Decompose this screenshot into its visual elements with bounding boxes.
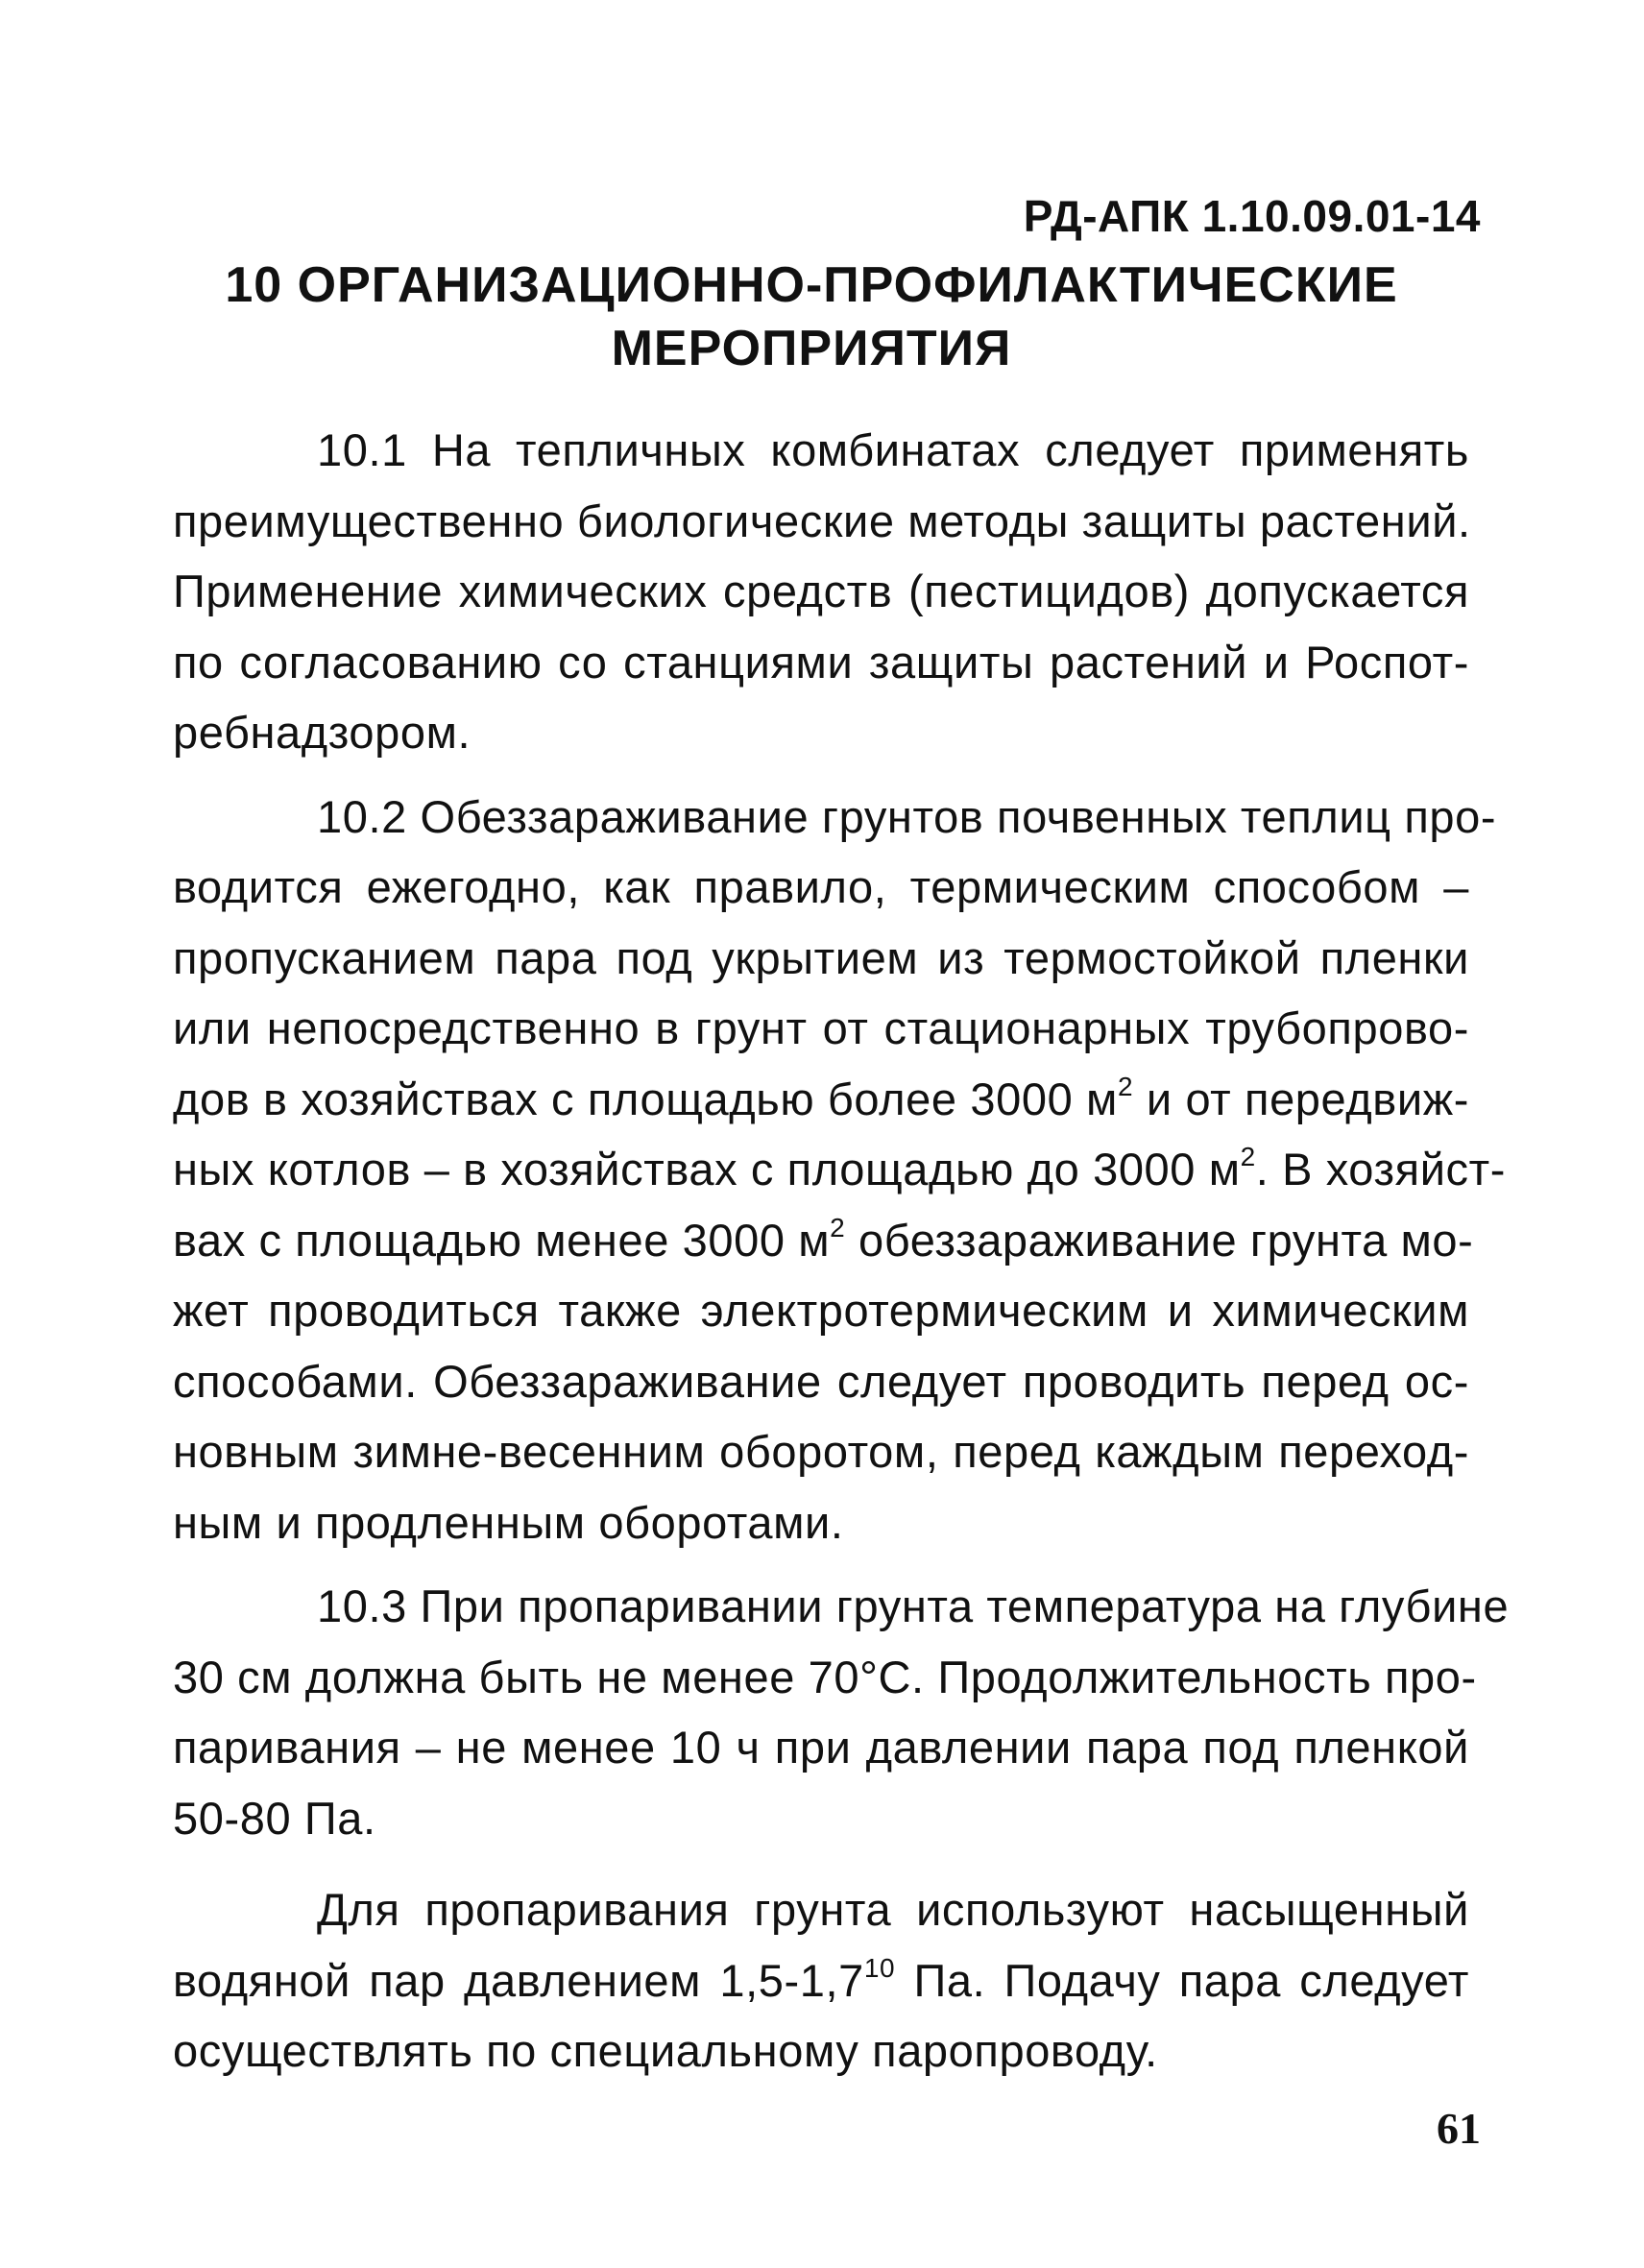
text-line: способами. Обеззараживание следует проводить перед ос-	[173, 1355, 1469, 1407]
text-segment: вах с площадью менее 3000 м	[173, 1214, 831, 1266]
text-line	[173, 1064, 1469, 1135]
text-line: водится ежегодно, как правило, термическим способом –	[173, 861, 1469, 912]
text-segment: . В хозяйст-	[1255, 1144, 1507, 1194]
text-line: жет проводиться также электротермическим и химическим	[173, 1285, 1469, 1336]
text-line	[173, 1134, 1507, 1205]
text-segment: ных котлов – в хозяйствах с площадью до 3000 м	[173, 1144, 1241, 1194]
text-segment: Па. Подачу пара следует	[895, 1954, 1470, 2006]
text-line: по согласованию со станциями защиты растений и Роспот-	[173, 636, 1469, 688]
text-line: Для пропаривания грунта используют насыщенный	[317, 1884, 1469, 1935]
text-line: Применение химических средств (пестицидов) допускается	[173, 566, 1469, 616]
paragraph-10-3	[173, 1571, 1510, 1853]
superscript: 2	[830, 1212, 846, 1243]
text-line	[173, 1945, 1469, 2016]
text-line: 50-80 Па.	[173, 1792, 376, 1844]
superscript: 2	[1240, 1142, 1256, 1171]
text-line: ным и продленным оборотами.	[173, 1496, 844, 1548]
text-segment: и от передвиж-	[1133, 1073, 1469, 1124]
document-code: РД-АПК 1.10.09.01-14	[1023, 191, 1481, 241]
text-line: 10.3 При пропаривании грунта температура на глубине	[317, 1580, 1510, 1631]
superscript: 10	[863, 1952, 896, 1983]
superscript: 2	[1117, 1071, 1134, 1101]
text-segment: дов в хозяйствах с площадью более 3000 м	[173, 1073, 1118, 1124]
text-line: 30 см должна быть не менее 70°С. Продолжительность про-	[173, 1651, 1477, 1702]
page-number: 61	[1437, 2104, 1481, 2153]
text-line: ребнадзором.	[173, 707, 471, 758]
paragraph-steam	[173, 1874, 1469, 2087]
text-line: преимущественно биологические методы защиты растений.	[173, 495, 1471, 546]
text-line: пропусканием пара под укрытием из термостойкой пленки	[173, 931, 1469, 983]
section-title	[173, 253, 1450, 380]
paragraph-10-2	[173, 782, 1507, 1558]
text-line: паривания – не менее 10 ч при давлении пара под пленкой	[173, 1722, 1469, 1773]
text-line: новным зимне-весенним оборотом, перед каждым переход-	[173, 1426, 1469, 1477]
text-segment: обеззараживание грунта мо-	[845, 1214, 1474, 1266]
text-line: 10.2 Обеззараживание грунтов почвенных теплиц про-	[317, 790, 1497, 842]
body-text	[173, 415, 1510, 2087]
text-segment: водяной пар давлением 1,5-1,7	[173, 1954, 864, 2006]
text-line: 10.1 На тепличных комбинатах следует применять	[317, 424, 1469, 475]
section-title-line-1: 10 ОРГАНИЗАЦИОННО-ПРОФИЛАКТИЧЕСКИЕ	[225, 257, 1398, 313]
paragraph-10-1	[173, 415, 1469, 768]
section-title-line-2: МЕРОПРИЯТИЯ	[611, 321, 1012, 376]
text-line	[173, 1205, 1474, 1276]
text-line: осуществлять по специальному паропроводу.	[173, 2025, 1158, 2076]
text-line: или непосредственно в грунт от стационарных трубопрово-	[173, 1002, 1469, 1053]
